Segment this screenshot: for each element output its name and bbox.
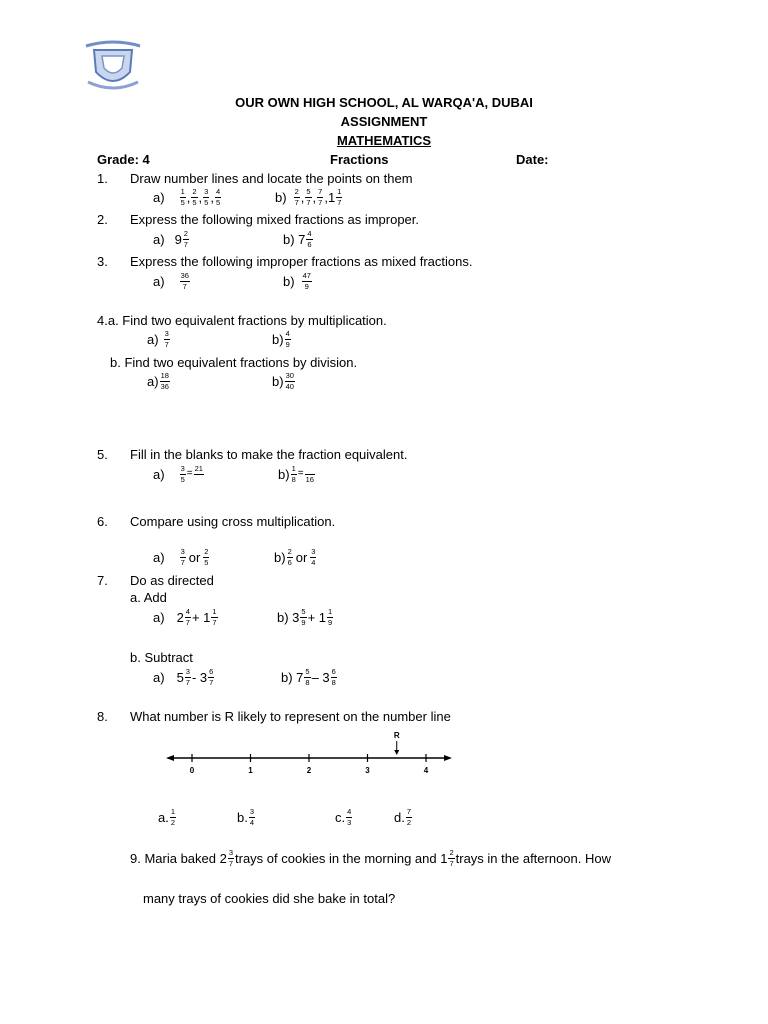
q1-number: 1. <box>97 171 108 186</box>
q3-number: 3. <box>97 254 108 269</box>
blank-fraction: 16 <box>305 465 315 483</box>
q7-sub-part-a: a) 5 $\frac{3}{7}$ - 3 $\frac{6}{7}$ <box>153 667 214 687</box>
school-crest-logo <box>80 38 146 96</box>
fraction: $\frac{30}{40}$ <box>285 371 294 391</box>
fraction: $\frac{5}{9}$ <box>301 607 306 627</box>
q3-part-a: a) $\frac{36}{7}$ <box>153 271 189 291</box>
fraction: $\frac{1}{5}$ <box>180 187 185 207</box>
fraction: $\frac{2}{5}$ <box>204 547 209 567</box>
fraction: $\frac{7}{2}$ <box>406 807 412 827</box>
q8-text: What number is R likely to represent on the number line <box>130 709 451 724</box>
q2-number: 2. <box>97 212 108 227</box>
q7-sub-part-b: b) 7 $\frac{5}{8}$ – 3 $\frac{6}{8}$ <box>281 667 336 687</box>
q8-option-b: b. $\frac{3}{4}$ <box>237 807 255 827</box>
fraction: $\frac{18}{36}$ <box>160 371 169 391</box>
q1-b-label: b) <box>275 189 287 205</box>
q7-add-label: a. Add <box>130 590 167 605</box>
q4a-part-b: b) $\frac{4}{9}$ <box>272 329 290 349</box>
left-arrow <box>166 755 174 761</box>
r-marker-arrowhead <box>394 750 399 755</box>
q8-option-a: a. $\frac{1}{2}$ <box>158 807 176 827</box>
number-line <box>160 728 460 778</box>
fraction: $\frac{2}{7}$ <box>294 187 299 207</box>
fraction: $\frac{4}{9}$ <box>285 329 290 349</box>
fraction: $\frac{6}{8}$ <box>331 667 336 687</box>
fraction: $\frac{4}{6}$ <box>307 229 312 249</box>
q9-line-2: many trays of cookies did she bake in total? <box>143 891 396 906</box>
fraction: $\frac{3}{4}$ <box>249 807 255 827</box>
fraction: $\frac{36}{7}$ <box>180 271 189 291</box>
fraction: $\frac{1}{2}$ <box>170 807 176 827</box>
number-line-tick-label: 0 <box>189 766 195 775</box>
q8-option-c: c. $\frac{4}{3}$ <box>335 807 352 827</box>
fraction: $\frac{1}{9}$ <box>328 607 333 627</box>
fraction: $\frac{2}{5}$ <box>192 187 197 207</box>
q5-part-a: a) $\frac{3}{5}$ = 21 <box>153 464 203 484</box>
fraction: $\frac{5}{8}$ <box>305 667 310 687</box>
q6-text: Compare using cross multiplication. <box>130 514 336 529</box>
fraction: $\frac{3}{5}$ <box>204 187 209 207</box>
fraction: $\frac{3}{7}$ <box>185 667 190 687</box>
right-arrow <box>444 755 452 761</box>
q3-part-b: b) $\frac{47}{9}$ <box>283 271 311 291</box>
q2-text: Express the following mixed fractions as improper. <box>130 212 420 227</box>
q7-add-part-b: b) 3 $\frac{5}{9}$ + 1 $\frac{1}{9}$ <box>277 607 333 627</box>
assignment-title: ASSIGNMENT <box>340 114 428 129</box>
number-line-tick-label: 4 <box>423 766 429 775</box>
blank-fraction: 21 <box>194 464 203 473</box>
q7-number: 7. <box>97 573 108 588</box>
fraction: $\frac{2}{7}$ <box>183 229 188 249</box>
q9-line-1: 9. Maria baked 2 $\frac{3}{7}$ trays of cookies in the morning and 1 $\frac{2}{7}$ trays in the afternoon. How <box>130 848 611 868</box>
q7-text: Do as directed <box>130 573 214 588</box>
topic-label: Fractions <box>330 152 389 167</box>
fraction: $\frac{4}{3}$ <box>347 807 352 827</box>
fraction: $\frac{2}{6}$ <box>287 547 292 567</box>
grade-label: Grade: 4 <box>97 152 150 167</box>
school-name: OUR OWN HIGH SCHOOL, AL WARQA'A, DUBAI <box>235 95 533 110</box>
r-marker-label: R <box>393 731 400 740</box>
fraction: $\frac{3}{7}$ <box>180 547 185 567</box>
fraction: $\frac{3}{5}$ <box>180 464 185 484</box>
q4a-text: 4.a. Find two equivalent fractions by multiplication. <box>97 313 387 328</box>
q6-part-a: a) $\frac{3}{7}$ or $\frac{2}{5}$ <box>153 547 209 567</box>
number-line-tick-label: 3 <box>365 766 370 775</box>
q7-add-part-a: a) 2 $\frac{4}{7}$ + 1 $\frac{1}{7}$ <box>153 607 217 627</box>
q8-option-d: d. $\frac{7}{2}$ <box>394 807 412 827</box>
fraction: $\frac{3}{4}$ <box>311 547 316 567</box>
q8-number: 8. <box>97 709 108 724</box>
fraction: $\frac{3}{7}$ <box>164 329 169 349</box>
number-line-tick-label: 2 <box>306 766 312 775</box>
q6-part-b: b) $\frac{2}{6}$ or $\frac{3}{4}$ <box>274 547 316 567</box>
q4a-part-a: a) $\frac{3}{7}$ <box>147 329 169 349</box>
q5-number: 5. <box>97 447 108 462</box>
q5-text: Fill in the blanks to make the fraction equivalent. <box>130 447 408 462</box>
q1-text: Draw number lines and locate the points on them <box>130 171 413 186</box>
fraction: $\frac{6}{7}$ <box>209 667 214 687</box>
fraction: $\frac{3}{7}$ <box>228 848 234 868</box>
fraction: $\frac{47}{9}$ <box>302 271 311 291</box>
subject-title: MATHEMATICS <box>336 133 432 148</box>
fraction: $\frac{4}{5}$ <box>215 187 221 207</box>
q2-part-b: b) 7 $\frac{4}{6}$ <box>283 229 312 249</box>
number-line-tick-label: 1 <box>248 766 253 775</box>
q5-part-b: b) $\frac{1}{8}$ = 16 <box>278 464 314 484</box>
fraction: $\frac{5}{7}$ <box>306 187 311 207</box>
q4b-part-b: b) $\frac{30}{40}$ <box>272 371 294 391</box>
fraction: $\frac{1}{7}$ <box>212 607 217 627</box>
q3-text: Express the following improper fractions as mixed fractions. <box>130 254 473 269</box>
q7-subtract-label: b. Subtract <box>130 650 193 665</box>
fraction: $\frac{2}{7}$ <box>449 848 454 868</box>
fraction: $\frac{1}{8}$ <box>291 464 296 484</box>
q2-part-a: a) 9 $\frac{2}{7}$ <box>153 229 188 249</box>
q4b-part-a: a) $\frac{18}{36}$ <box>147 371 169 391</box>
fraction: $\frac{1}{7}$ <box>337 187 342 207</box>
q6-number: 6. <box>97 514 108 529</box>
q1-part-a: a) $\frac{1}{5}$ , $\frac{2}{5}$ , $\frac{3}{5}$ , $\frac{4}{5}$ <box>153 187 221 207</box>
fraction: $\frac{4}{7}$ <box>185 607 190 627</box>
q1-part-b: b) $\frac{2}{7}$ , $\frac{5}{7}$ , $\frac{7}{7}$ , 1 $\frac{1}{7}$ <box>275 187 342 207</box>
q1-a-label: a) <box>153 189 165 205</box>
date-label: Date: <box>516 152 549 167</box>
q4b-text: b. Find two equivalent fractions by division. <box>110 355 358 370</box>
fraction: $\frac{7}{7}$ <box>318 187 323 207</box>
